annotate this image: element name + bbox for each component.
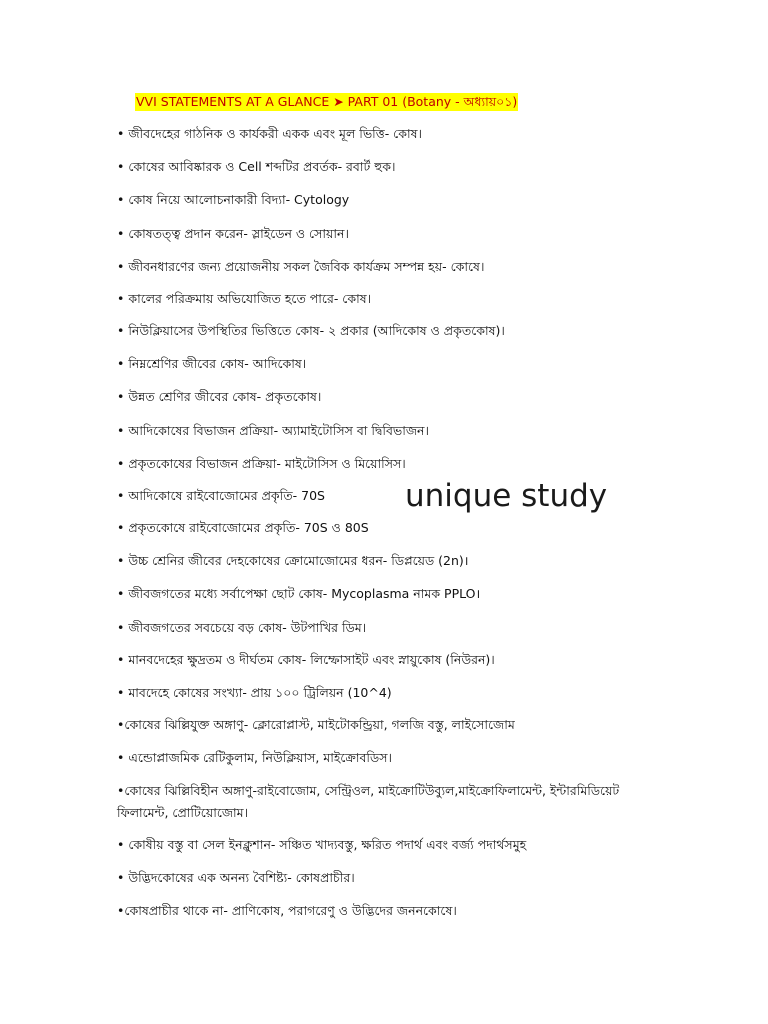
list-item: • কোষ নিয়ে আলোচনাকারী বিদ্যা- Cytology [117, 192, 350, 207]
list-item: • উদ্ভিদকোষের এক অনন্য বৈশিষ্ট্য- কোষপ্রাচীর। [117, 870, 355, 885]
list-item: • আদিকোষে রাইবোজোমের প্রকৃতি- 70S [117, 488, 325, 503]
list-item: •কোষপ্রাচীর থাকে না- প্রাণিকোষ, পরাগরেণু ও উদ্ভিদের জননকোষে। [117, 903, 457, 918]
list-item: • কোষের আবিষ্কারক ও Cell শব্দটির প্রবর্তক- রবার্ট হুক। [117, 159, 396, 174]
list-item: • উন্নত শ্রেণির জীবের কোষ- প্রকৃতকোষ। [117, 389, 322, 404]
list-item: •কোষের ঝিল্লিবিহীন অঙ্গাণু-রাইবোজোম, সেন্ট্রিওল, মাইক্রোটিউব্যুল,মাইক্রোফিলামেন্ট, ইন্টারমিডিয়েট ফিলামেন্ট, প্রোটিয়োজোম। [117, 783, 620, 820]
list-item: • নিম্নশ্রেণির জীবের কোষ- আদিকোষ। [117, 356, 307, 371]
list-item: • জীবজগতের সবচেয়ে বড় কোষ- উটপাখির ডিম। [117, 620, 367, 635]
list-item: • এন্ডোপ্লাজমিক রেটিকুলাম, নিউক্লিয়াস, মাইক্রোবডিস। [117, 750, 392, 765]
list-item: • কালের পরিক্রমায় অভিযোজিত হতে পারে- কোষ। [117, 291, 372, 306]
list-item: • কোষীয় বস্তু বা সেল ইনক্লুশান- সঞ্চিত খাদ্যবস্তু, ক্ষরিত পদার্থ এবং বর্জ্য পদার্থসমুহ [117, 837, 527, 852]
list-item: • আদিকোষের বিভাজন প্রক্রিয়া- অ্যামাইটোসিস বা দ্বিবিভাজন। [117, 423, 429, 438]
list-item: •কোষের ঝিল্লিযুক্ত অঙ্গাণু- ক্লোরোপ্লাস্ট, মাইটোকন্ড্রিয়া, গলজি বস্তু, লাইসোজোম [117, 717, 515, 732]
list-item: • প্রকৃতকোষের বিভাজন প্রক্রিয়া- মাইটোসিস ও মিয়োসিস। [117, 456, 406, 471]
list-item: • উচ্চ শ্রেনির জীবের দেহকোষের ক্রোমোজোমের ধরন- ডিপ্লয়েড (2n)। [117, 553, 469, 568]
list-item: • মানবদেহের ক্ষুদ্রতম ও দীর্ঘতম কোষ- লিম্ফোসাইট এবং স্নায়ুকোষ (নিউরন)। [117, 652, 495, 667]
list-item: • মাবদেহে কোষের সংখ্যা- প্রায় ১০০ ট্রিলিয়ন (10^4) [117, 685, 392, 700]
list-item: • নিউক্লিয়াসের উপস্থিতির ভিত্তিতে কোষ- ২ প্রকার (আদিকোষ ও প্রকৃতকোষ)। [117, 323, 505, 338]
list-item: • কোষতত্ত্ব প্রদান করেন- স্লাইডেন ও সোয়ান। [117, 226, 349, 241]
watermark-text: unique study [405, 478, 608, 514]
list-item: • জীবজগতের মধ্যে সর্বাপেক্ষা ছোট কোষ- Mycoplasma নামক PPLO। [117, 586, 481, 601]
list-item: • জীবনধারণের জন্য প্রয়োজনীয় সকল জৈবিক কার্যক্রম সম্পন্ন হয়- কোষে। [117, 259, 485, 274]
list-item: • জীবদেহের গাঠনিক ও কার্যকরী একক এবং মূল ভিত্তি- কোষ। [117, 126, 422, 141]
page-title: VVI STATEMENTS AT A GLANCE ➤ PART 01 (Botany - অধ্যায়০১) [136, 94, 518, 109]
list-item: • প্রকৃতকোষে রাইবোজোমের প্রকৃতি- 70S ও 80S [117, 520, 369, 535]
